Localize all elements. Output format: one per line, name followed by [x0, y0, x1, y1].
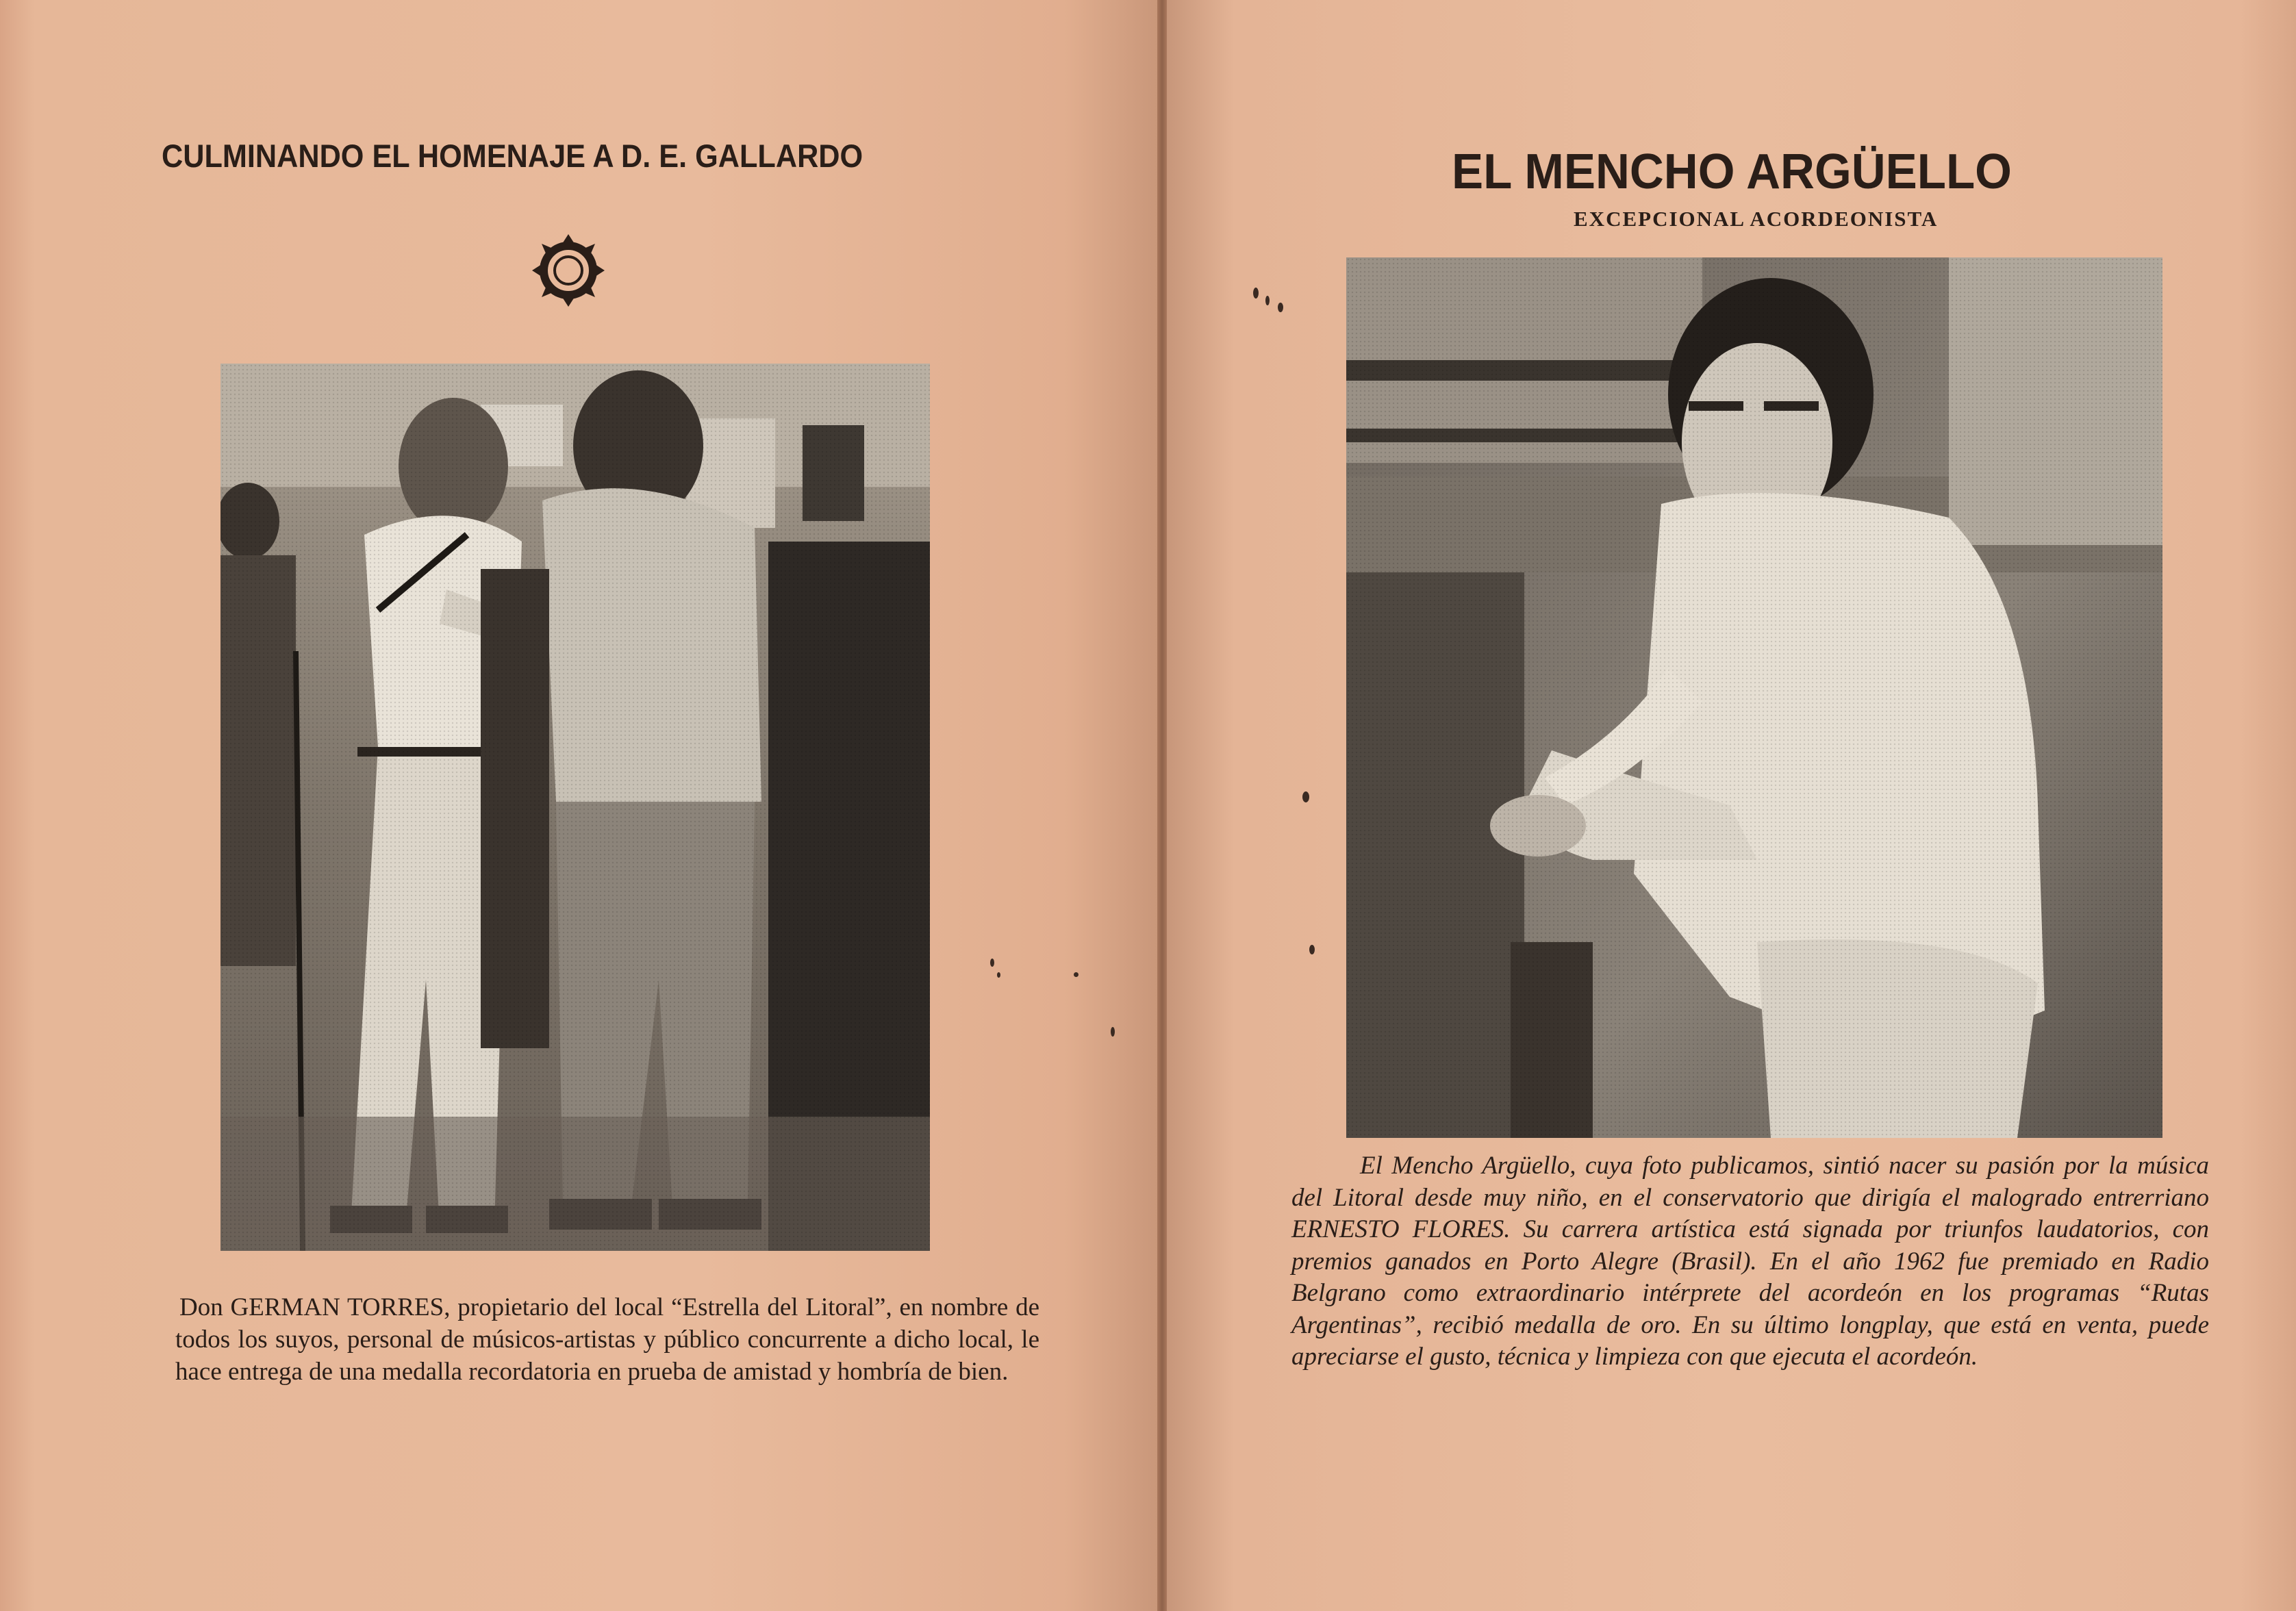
left-page-title: CULMINANDO EL HOMENAJE A D. E. GALLARDO [162, 138, 863, 174]
accordionist-portrait-photo [1346, 257, 2162, 1138]
right-photo-caption [1291, 1150, 2209, 1373]
ink-speck [1278, 303, 1283, 312]
award-ceremony-photo [220, 364, 930, 1251]
ink-speck [1302, 791, 1309, 802]
ink-speck [990, 959, 994, 967]
ink-speck [1309, 945, 1315, 954]
right-caption-text: El Mencho Argüello, cuya foto publicamos, sintió nacer su pasión por la música del Litoral desde muy niño, en el conservatorio que dirigía el malogrado entrerriano ERNESTO FLORES. Su carrera artística está signada por triunfos laudatorios, con premios ganados en Porto Alegre (Brasil). En el año 1962 fue premiado en Radio Belgrano como extraordinario intérprete del acordeón en los programas “Rutas Argentinas”, recibió medalla de oro. En su último longplay, que está en venta, puede apreciarse el gusto, técnica y limpieza con que ejecuta el acordeón. [1291, 1152, 2209, 1371]
right-page-title: EL MENCHO ARGÜELLO [1452, 144, 2012, 199]
circular-ornament-icon [532, 234, 605, 307]
right-page-subtitle: EXCEPCIONAL ACORDEONISTA [1574, 207, 1939, 231]
ink-speck [1111, 1027, 1115, 1037]
ink-speck [1074, 972, 1078, 977]
ink-speck [997, 972, 1000, 978]
book-gutter [1157, 0, 1167, 1611]
left-caption-text: Don GERMAN TORRES, propietario del local “Estrella del Litoral”, en nombre de todos los suyos, personal de músicos-artistas y público concurrente a dicho local, le hace entrega de una medalla recordatoria en prueba de amistad y hombría de bien. [175, 1293, 1039, 1386]
ink-speck [1265, 296, 1270, 305]
left-photo-caption [175, 1291, 1039, 1388]
ink-speck [1253, 288, 1259, 299]
